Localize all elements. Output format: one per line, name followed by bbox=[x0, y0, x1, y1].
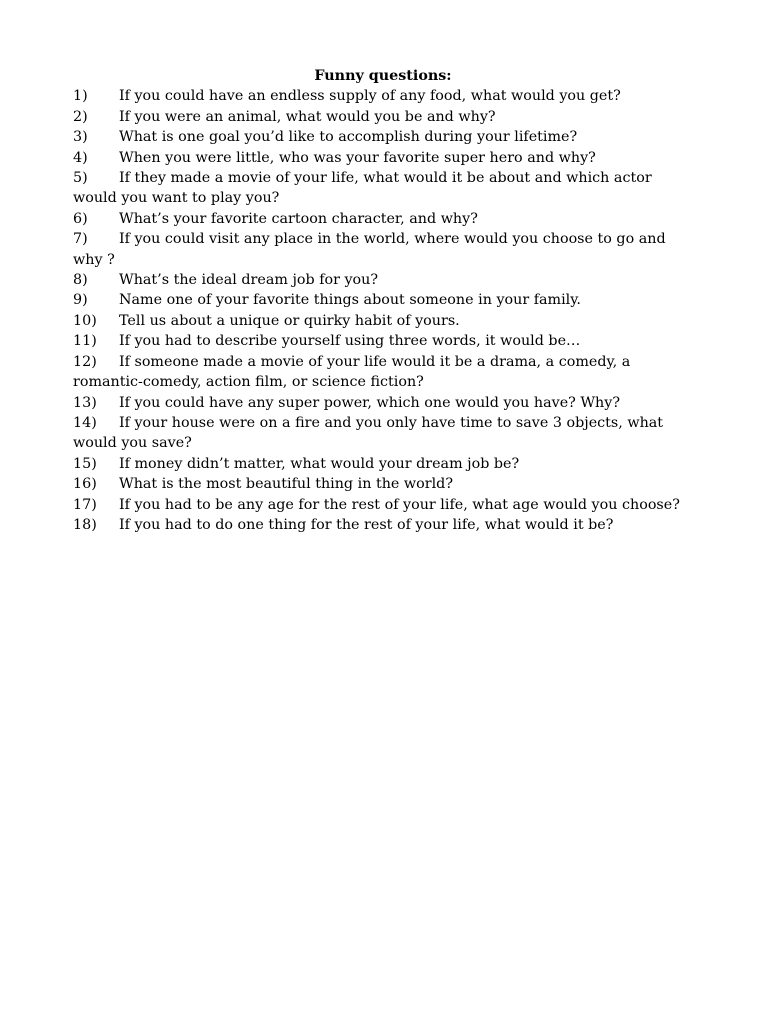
question-item bbox=[73, 168, 693, 209]
question-item bbox=[73, 148, 693, 168]
question-item bbox=[73, 474, 693, 494]
question-item bbox=[73, 290, 693, 310]
question-text: When you were little, who was your favorite super hero and why? bbox=[119, 149, 596, 166]
question-text: If you had to be any age for the rest of your life, what age would you choose? bbox=[119, 496, 680, 513]
question-number: 3) bbox=[73, 129, 88, 146]
question-number: 10) bbox=[73, 312, 97, 329]
question-item bbox=[73, 413, 693, 454]
question-item bbox=[73, 454, 693, 474]
question-number: 6) bbox=[73, 210, 88, 227]
question-number: 7) bbox=[73, 231, 88, 248]
question-text: If you had to describe yourself using three words, it would be… bbox=[119, 333, 581, 350]
question-number: 15) bbox=[73, 455, 97, 472]
question-text: What’s your favorite cartoon character, and why? bbox=[119, 210, 478, 227]
question-item bbox=[73, 515, 693, 535]
question-item bbox=[73, 393, 693, 413]
document-title: Funny questions: bbox=[314, 68, 452, 84]
question-number: 4) bbox=[73, 149, 88, 166]
question-number: 17) bbox=[73, 496, 97, 513]
question-text: If you had to do one thing for the rest of your life, what would it be? bbox=[119, 516, 614, 533]
question-item bbox=[73, 495, 693, 515]
question-text: If your house were on a fire and you only have time to save 3 objects, what would you save? bbox=[73, 414, 664, 452]
question-text: Tell us about a unique or quirky habit of yours. bbox=[119, 312, 460, 329]
question-list bbox=[73, 86, 693, 535]
question-item bbox=[73, 270, 693, 290]
question-item bbox=[73, 229, 693, 270]
question-item bbox=[73, 311, 693, 331]
question-item bbox=[73, 127, 693, 147]
question-item bbox=[73, 352, 693, 393]
question-text: If you could visit any place in the world, where would you choose to go and why ? bbox=[73, 231, 666, 268]
question-text: If you were an animal, what would you be and why? bbox=[119, 108, 496, 125]
question-item bbox=[73, 331, 693, 351]
question-number: 1) bbox=[73, 88, 88, 105]
question-text: If someone made a movie of your life would it be a drama, a comedy, a romantic-comedy, action film, or science fiction? bbox=[73, 353, 631, 391]
question-number: 2) bbox=[73, 108, 88, 125]
question-number: 12) bbox=[73, 353, 97, 370]
question-number: 8) bbox=[73, 272, 88, 289]
question-text: Name one of your favorite things about someone in your family. bbox=[119, 292, 581, 309]
question-item bbox=[73, 107, 693, 127]
question-number: 9) bbox=[73, 292, 88, 309]
question-number: 11) bbox=[73, 333, 97, 350]
question-number: 18) bbox=[73, 516, 97, 533]
question-number: 5) bbox=[73, 170, 88, 187]
question-number: 14) bbox=[73, 414, 97, 431]
question-text: What is the most beautiful thing in the world? bbox=[119, 476, 453, 493]
question-item bbox=[73, 209, 693, 229]
question-text: If you could have an endless supply of any food, what would you get? bbox=[119, 88, 621, 105]
question-text: If you could have any super power, which one would you have? Why? bbox=[119, 394, 621, 411]
question-number: 13) bbox=[73, 394, 97, 411]
question-text: If money didn’t matter, what would your dream job be? bbox=[119, 455, 520, 472]
question-text: What’s the ideal dream job for you? bbox=[119, 272, 379, 289]
question-text: What is one goal you’d like to accomplish during your lifetime? bbox=[119, 129, 578, 146]
question-item bbox=[73, 86, 693, 106]
question-number: 16) bbox=[73, 476, 97, 493]
document-page bbox=[73, 66, 693, 535]
question-text: If they made a movie of your life, what would it be about and which actor would you want to play you? bbox=[73, 170, 652, 207]
